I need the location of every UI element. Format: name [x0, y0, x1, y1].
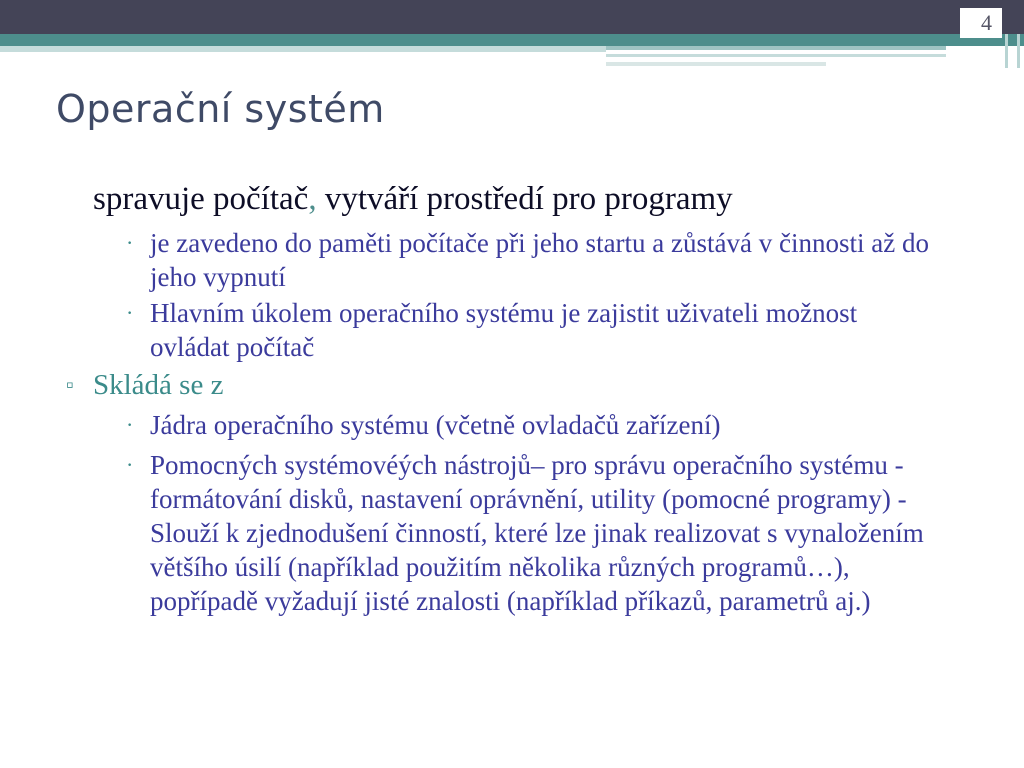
section-bullet	[126, 408, 940, 442]
bullet-text: Pomocných systémovéých nástrojů– pro správu operačního systému - formátování disků, nastavení oprávnění, utility (pomocné programy) - Slouží k zjednodušení činností, které lze jinak realizovat s vynaložením většího úsilí (například použitím několika různých programů…), popřípadě vyžadují jisté znalosti (například příkazů, parametrů aj.)	[150, 450, 924, 616]
square-bullet-icon: ▫	[66, 372, 74, 397]
lead-bullet	[126, 226, 940, 294]
slide-title: Operační systém	[56, 87, 385, 131]
lead-line	[93, 178, 953, 220]
lead-separator: ,	[308, 181, 317, 217]
bullet-dot-icon: ·	[126, 412, 134, 437]
bullet-dot-icon: ·	[126, 452, 134, 477]
bullet-dot-icon: ·	[126, 300, 134, 325]
lead-part-1: spravuje počítač	[93, 181, 309, 217]
section-bullet	[126, 448, 940, 618]
section-label: Skládá se z	[93, 369, 224, 401]
lead-bullet	[126, 296, 940, 364]
page-number: 4	[981, 10, 992, 35]
bullet-text: Hlavním úkolem operačního systému je zajistit uživateli možnost ovládat počítač	[150, 298, 858, 362]
section-heading	[66, 367, 953, 403]
lead-part-2: vytváří prostředí pro programy	[316, 181, 733, 217]
bullet-text: je zavedeno do paměti počítače při jeho startu a zůstává v činnosti až do jeho vypnutí	[150, 228, 929, 292]
bullet-dot-icon: ·	[126, 230, 134, 255]
bullet-text: Jádra operačního systému (včetně ovladačů zařízení)	[150, 410, 721, 440]
